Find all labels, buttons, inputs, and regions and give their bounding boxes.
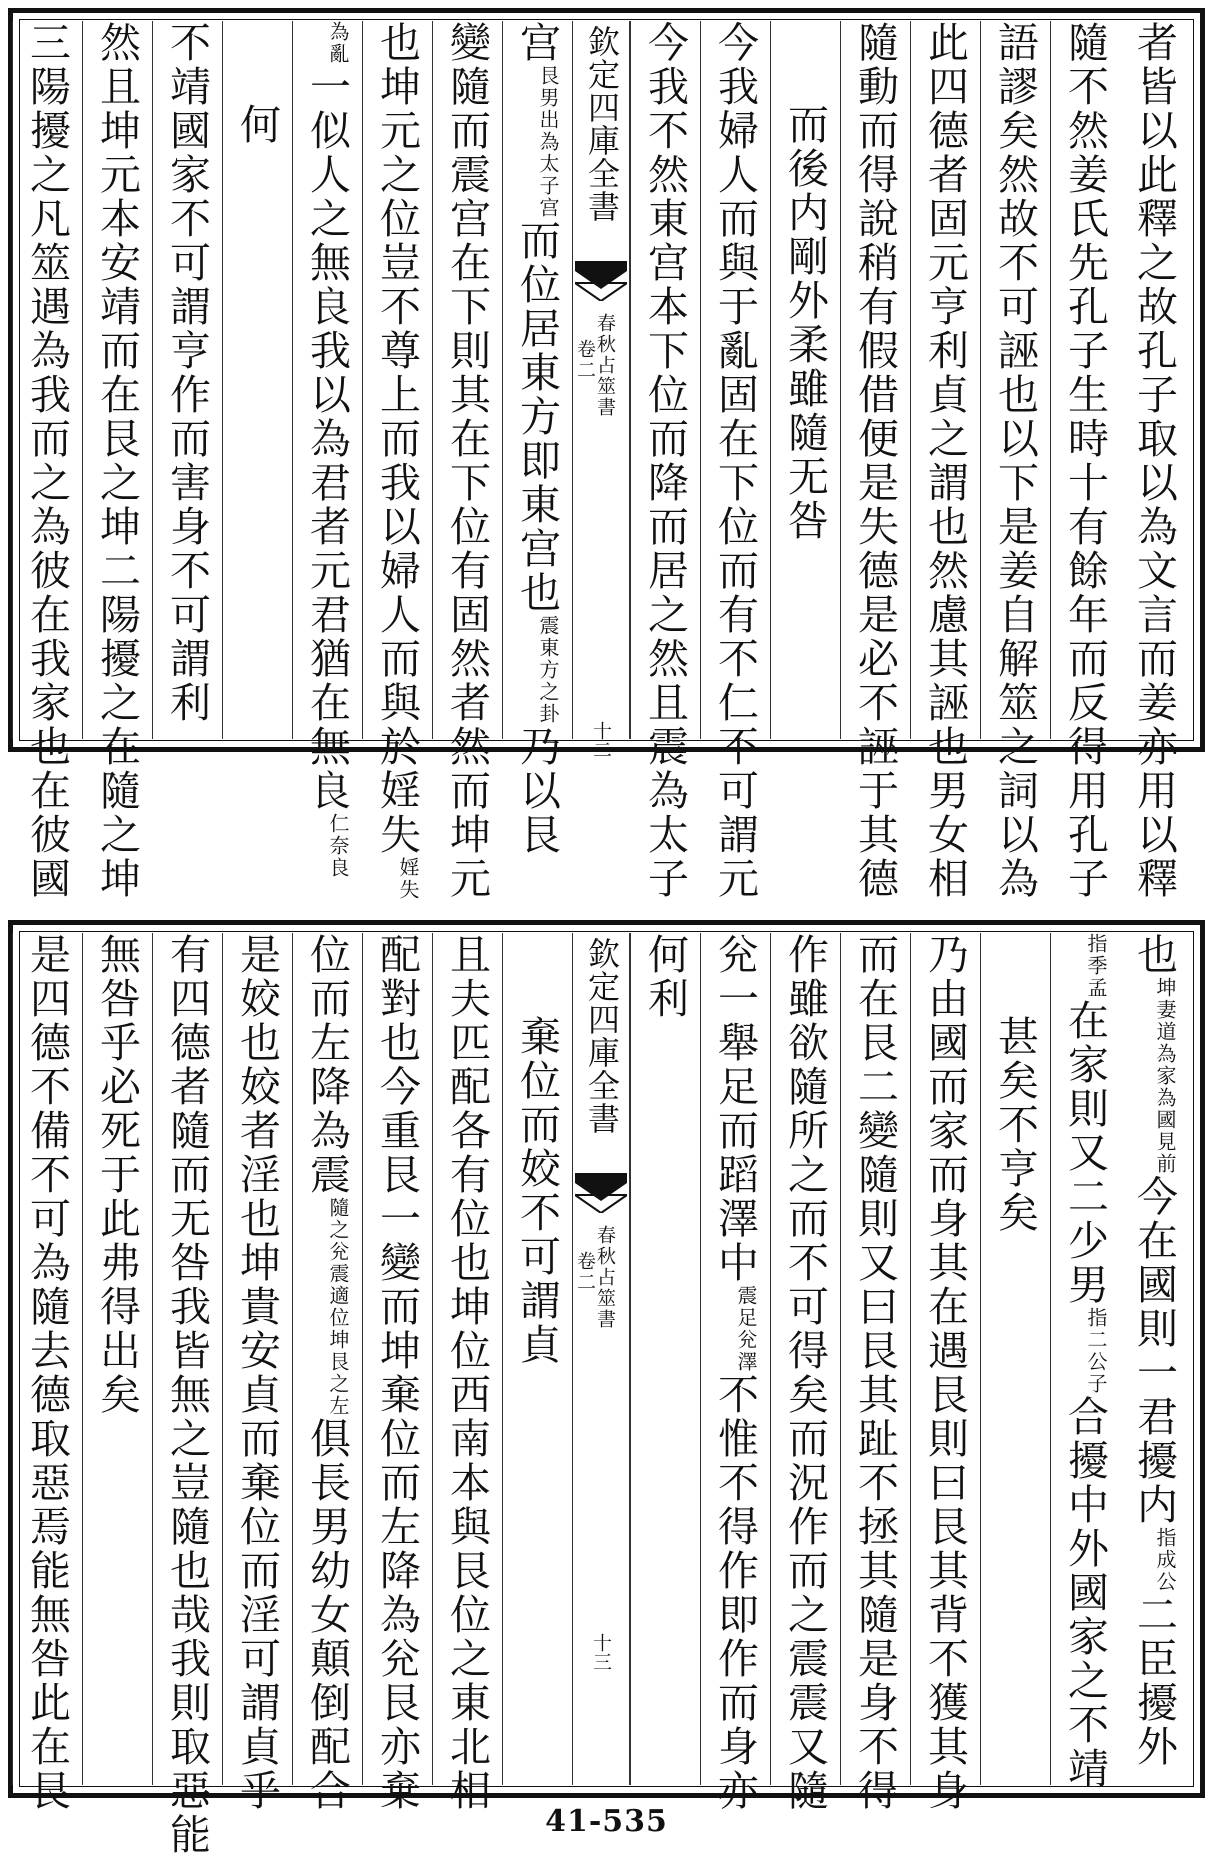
text-column: 不靖國家不可謂亨作而害身不可謂利 <box>152 21 222 739</box>
fish-tail-ornament-icon <box>575 261 627 301</box>
sub-title: 春秋占筮書 <box>594 313 616 418</box>
annotation: 指季孟 <box>1084 933 1108 999</box>
text-column: 者皆以此釋之故孔子取以為文言而姜亦用以釋 <box>1130 21 1178 901</box>
annotation: 婬失 <box>396 857 420 901</box>
text-column: 而後内剛外柔雖隨无咎 <box>770 21 840 739</box>
text-column: 指季孟在家則又二少男指二公子合擾中外國家之不靖 <box>1050 933 1120 1785</box>
annotation: 隨之兊震適位坤艮之左 <box>326 1197 350 1417</box>
text-column: 宫艮男出為太子宫而位居東方即東宫也震東方之卦乃以艮 <box>502 21 572 739</box>
text-column: 乃由國而家而身其在遇艮則曰艮其背不獲其身 <box>910 933 980 1785</box>
leaf-number: 十二 <box>590 721 612 759</box>
volume-label: 卷二 <box>574 339 596 381</box>
text-column: 無咎乎必死于此弗得出矣 <box>82 933 152 1785</box>
text-column: 是姣也姣者淫也坤貴安貞而棄位而淫可謂貞乎 <box>222 933 292 1785</box>
text-column: 且夫匹配各有位也坤位西南本與艮位之東北相 <box>432 933 502 1785</box>
book-title: 欽定四庫全書 <box>583 25 621 223</box>
text-column: 也坤妻道為家為國見前今在國則一君擾内指成公二臣擾外 <box>1130 933 1178 1769</box>
text-column: 配對也今重艮一變而坤棄位而左降為兊艮亦棄 <box>362 933 432 1785</box>
text-column: 是四德不備不可為隨去德取惡焉能無咎此在艮 <box>12 933 82 1785</box>
center-fold <box>572 933 630 1785</box>
text-column: 也坤元之位豈不尊上而我以婦人而與於婬失婬失 <box>362 21 432 739</box>
text-column: 今我婦人而與于亂固在下位而有不仁不可謂元 <box>700 21 770 739</box>
fish-tail-ornament-icon <box>575 1173 627 1213</box>
sub-title: 春秋占筮書 <box>594 1225 616 1330</box>
text-column: 位而左降為震隨之兊震適位坤艮之左俱長男幼女顛倒配合 <box>292 933 362 1785</box>
leaf-number: 十三 <box>590 1633 612 1671</box>
volume-label: 卷二 <box>574 1251 596 1293</box>
annotation: 震足兊澤 <box>734 1285 758 1373</box>
text-column: 何利 <box>630 933 700 1785</box>
text-column: 語謬矣然故不可誣也以下是姜自解筮之詞以為 <box>980 21 1050 739</box>
text-column: 隨不然姜氏先孔子生時十有餘年而反得用孔子 <box>1050 21 1120 739</box>
annotation: 仁奈良 <box>326 813 350 879</box>
text-column: 甚矣不亨矣 <box>980 933 1050 1785</box>
center-fold <box>572 21 630 759</box>
text-column: 隨動而得說稍有假借便是失德是必不誣于其德 <box>840 21 910 739</box>
top-page <box>8 8 1205 901</box>
text-column: 棄位而姣不可謂貞 <box>502 933 572 1785</box>
annotation: 指成公 <box>1153 1527 1177 1593</box>
book-title: 欽定四庫全書 <box>583 937 621 1135</box>
text-column: 變隨而震宫在下則其在下位有固然者然而坤元 <box>432 21 502 739</box>
annotation: 震東方之卦 <box>536 615 560 725</box>
text-column: 三陽擾之凡筮遇為我而之為彼在我家也在彼國 <box>12 21 82 739</box>
annotation: 指二公子 <box>1084 1307 1108 1395</box>
text-column: 有四德者隨而无咎我皆無之豈隨也哉我則取惡能 <box>152 933 222 1785</box>
annotation: 坤妻道為家為國見前 <box>1153 977 1177 1175</box>
annotation: 為亂 <box>326 21 350 65</box>
text-column: 兊一舉足而蹈澤中震足兊澤不惟不得作即作而身亦 <box>700 933 770 1785</box>
text-column: 何 <box>222 21 292 739</box>
text-column: 今我不然東宫本下位而降而居之然且震為太子 <box>630 21 700 739</box>
text-column: 作雖欲隨所之而不可得矣而況作而之震震又隨 <box>770 933 840 1785</box>
annotation: 艮男出為太子宫 <box>536 65 560 219</box>
page-number: 41-535 <box>545 1804 668 1839</box>
text-column: 而在艮二變隨則又曰艮其趾不拯其隨是身不得 <box>840 933 910 1785</box>
text-column: 然且坤元本安靖而在艮之坤二陽擾之在隨之坤 <box>82 21 152 739</box>
text-column: 為亂一似人之無良我以為君者元君猶在無良仁奈良 <box>292 21 362 739</box>
text-column: 此四德者固元亨利貞之謂也然慮其誣也男女相 <box>910 21 980 739</box>
